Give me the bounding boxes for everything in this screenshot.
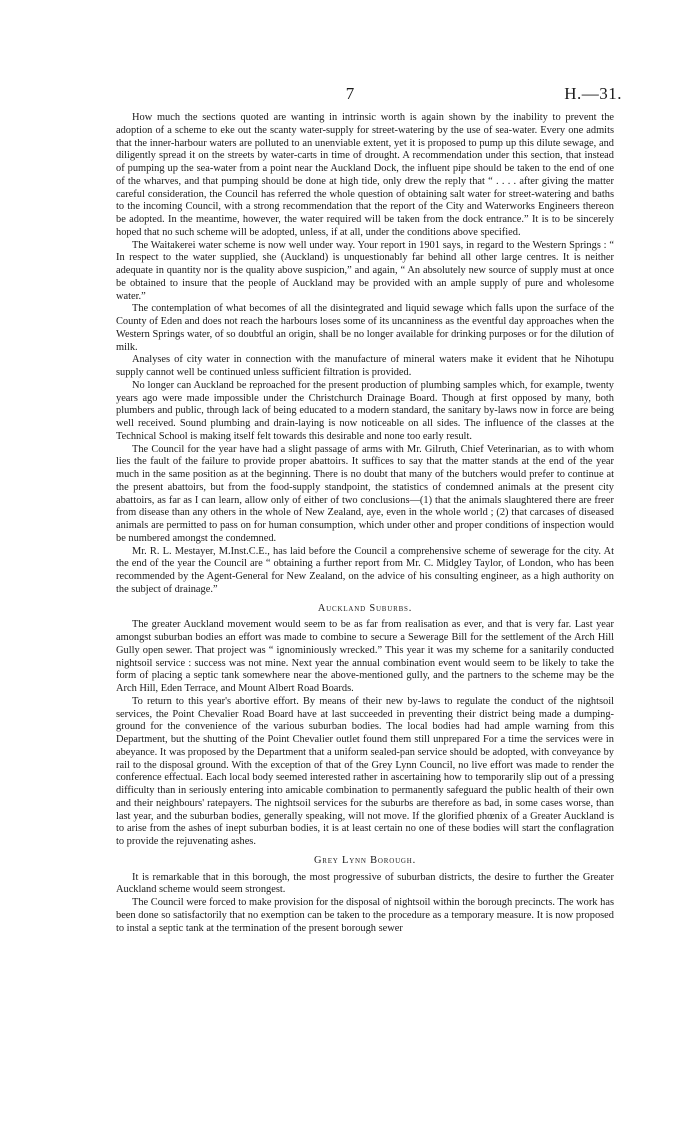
paragraph: No longer can Auckland be reproached for the present production of plumbing samples which, for example, twenty years ago were made impossible under the Christchurch Drainage Board. Though at first opposed by many, both plumbers and public, through lack of being educated to a modern standard, the sanitary by-laws now in force are being well received. Sound plumbing and drain-laying is now noticeable on all sides. The influence of the classes at the Technical School is making itself felt towards this desirable and none too early result. (116, 379, 614, 442)
paragraph: The contemplation of what becomes of all the disintegrated and liquid sewage which falls upon the surface of the County of Eden and does not reach the harbours loses some of its uncanniness as the eventful day approaches when the Western Springs water, of so doubtful an origin, shall be no longer available for drinking purposes or for the dilution of milk. (116, 303, 614, 353)
paragraph: How much the sections quoted are wanting in intrinsic worth is again shown by the inability to prevent the adoption of a scheme to eke out the scanty water-supply for street-watering by the use of sea-water. Every one admits that the inner-harbour waters are polluted to an unenviable extent, yet it is proposed to pump up this dilute sewage, and diligently spread it on the streets by water-carts in time of drought. A recommendation under this section, that instead of pumping up the sea-water from a point near the Auckland Dock, the influent pipe should be taken to the end of one of the wharves, and that pumping should be done at high tide, only drew the reply that “ . . . . after giving the matter careful consideration, the Council has referred the whole question of obtaining salt water for street-watering and baths to the incoming Council, with a strong recommendation that the report of the City and Waterworks Engineers thereon be adopted. In the meantime, however, the water required will be taken from the dock entrance.” It is to be sincerely hoped that no such scheme will be adopted, unless, if at all, under the conditions above specified. (116, 112, 614, 238)
page-number: 7 (345, 84, 355, 103)
paragraph: It is remarkable that in this borough, the most progressive of suburban districts, the desire to further the Greater Auckland scheme would seem strongest. (116, 871, 614, 896)
paragraph: Mr. R. L. Mestayer, M.Inst.C.E., has laid before the Council a comprehensive scheme of sewerage for the city. At the end of the year the Council are “ obtaining a further report from Mr. C. Midgley Taylor, of London, who has been recommended by the Agent-General for New Zealand, on the advice of his consulting engineer, as a high authority on the subject of drainage.” (116, 545, 614, 595)
section-heading-auckland-suburbs: Auckland Suburbs. (317, 602, 413, 614)
paragraph: The Council were forced to make provision for the disposal of nightsoil within the borough precincts. The work has been done so satisfactorily that no exemption can be taken to the procedure as a temporary measure. It is now proposed to instal a septic tank at the termination of the present borough sewer (116, 897, 614, 934)
paragraph: The greater Auckland movement would seem to be as far from realisation as ever, and that is very far. Last year amongst suburban bodies an effort was made to combine to secure a Sewerage Bill for the settlement of the Arch Hill Gully open sewer. That project was “ ignominiously wrecked.” This year it was my scheme for a sanitarily conducted nightsoil service : success was not mine. Next year the annual combination event would seem to be likely to take the form of placing a septic tank somewhere near the above-mentioned gully, and the partners to the scheme may be the Arch Hill, Eden Terrace, and Mount Albert Road Boards. (116, 619, 614, 694)
body-text (116, 112, 614, 935)
document-reference: H.—31. (564, 84, 622, 103)
paragraph: The Council for the year have had a slight passage of arms with Mr. Gilruth, Chief Veterinarian, as to with whom lies the fault of the failure to provide proper abattoirs. It suffices to say that the matter stands at the end of the year much in the same position as at the beginning. There is no doubt that many of the butchers would prefer to continue at the present abattoirs, but from the food-supply standpoint, the statistics of condemned animals at the present city abattoirs, as far as I can learn, allow only of either of two conclusions—(1) that the animals slaughtered there are freer from disease than any others in the whole of New Zealand, aye, even in the whole world ; (2) that carcases of diseased animals are permitted to pass on for human consumption, which under other and proper conditions of inspection would be numbered amongst the condemned. (116, 443, 614, 544)
paragraph: Analyses of city water in connection with the manufacture of mineral waters make it evident that he Nihotupu supply cannot well be continued unless sufficient filtration is provided. (116, 354, 614, 378)
paragraph: To return to this year's abortive effort. By means of their new by-laws to regulate the conduct of the nightsoil services, the Point Chevalier Road Board have at last succeeded in preventing their district being made a dumping-ground for the convenience of the various suburban bodies. The local bodies had had ample warning from this Department, but the shutting of the Point Chevalier outlet found them still unprepared For a time the services were in abeyance. It was proposed by the Department that a uniform sealed-pan service should be adopted, with conveyance by rail to the disposal ground. With the exception of that of the Grey Lynn Council, no live effort was made to render the conference effectual. Each local body seemed interested rather in ascertaining how to temporarily slip out of a pressing difficulty than in seriously entering into amicable combination to permanently safeguard the public health of their own and their neighbours' ratepayers. The nightsoil services for the suburbs are therefore as bad, in some cases worse, than last year, and the suburban bodies, generally speaking, will not move. If the glorified phœnix of a Greater Auckland is to arise from the ashes of inept suburban bodies, it is at least certain no one of these bodies will start the conflagration to provide the rejuvenating ashes. (116, 695, 614, 847)
paragraph: The Waitakerei water scheme is now well under way. Your report in 1901 says, in regard to the Western Springs : “ In respect to the water supplied, she (Auckland) is unquestionably far behind all other large centres. It is neither adequate in quantity nor is the quality above suspicion,” and again, “ An absolutely new source of supply must at once be obtained to insure that the people of Auckland may be provided with an ample supply of pure and wholesome water.” (116, 239, 614, 302)
section-heading-grey-lynn-borough: Grey Lynn Borough. (313, 854, 417, 866)
